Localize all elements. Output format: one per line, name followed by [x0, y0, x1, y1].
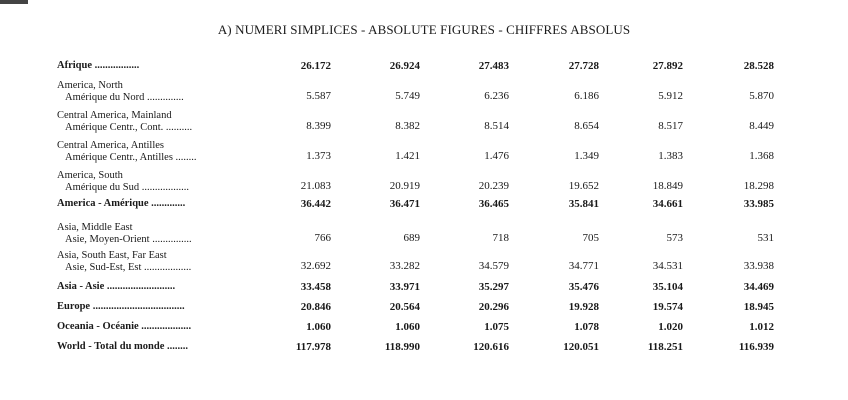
cell-value: 689 — [403, 232, 420, 244]
cell-value: 8.517 — [658, 120, 683, 132]
cell-value: 36.471 — [389, 198, 420, 210]
cell-value: 1.078 — [574, 321, 599, 333]
cell-value: 18.945 — [743, 301, 774, 313]
row-label-line1: Central America, Mainland — [57, 110, 172, 121]
cell-value: 1.075 — [484, 321, 509, 333]
row-label — [57, 140, 237, 164]
cell-value: 34.531 — [652, 260, 683, 272]
cell-value: 1.383 — [658, 150, 683, 162]
row-label — [57, 301, 237, 313]
cell-value: 117.978 — [295, 341, 331, 353]
cell-value: 1.373 — [306, 150, 331, 162]
cell-value: 1.421 — [395, 150, 420, 162]
row-label — [57, 250, 237, 274]
row-label — [57, 80, 237, 104]
row-label-line1: Oceania - Océanie ................... — [57, 321, 192, 332]
cell-value: 1.060 — [395, 321, 420, 333]
row-label-line2: Amérique du Nord .............. — [65, 92, 184, 103]
cell-value: 1.349 — [574, 150, 599, 162]
cell-value: 20.564 — [389, 301, 420, 313]
row-label — [57, 341, 237, 353]
cell-value: 35.297 — [478, 281, 509, 293]
cell-value: 531 — [757, 232, 774, 244]
row-label — [57, 222, 237, 246]
cell-value: 34.579 — [478, 260, 509, 272]
cell-value: 118.990 — [384, 341, 420, 353]
row-label — [57, 281, 237, 293]
cell-value: 33.458 — [300, 281, 331, 293]
cell-value: 33.938 — [743, 260, 774, 272]
row-label-line1: Afrique ................. — [57, 60, 140, 71]
cell-value: 118.251 — [647, 341, 683, 353]
cell-value: 27.892 — [652, 60, 683, 72]
cell-value: 20.846 — [300, 301, 331, 313]
table-title: A) NUMERI SIMPLICES - ABSOLUTE FIGURES - CHIFFRES ABSOLUS — [217, 22, 631, 37]
row-label-line1: Asia - Asie .......................... — [57, 281, 176, 292]
row-label-line2: Amérique Centr., Cont. .......... — [65, 122, 193, 133]
cell-value: 6.236 — [484, 90, 509, 102]
cell-value: 1.476 — [484, 150, 509, 162]
row-label — [57, 170, 237, 194]
row-label — [57, 198, 237, 210]
cell-value: 1.368 — [749, 150, 774, 162]
cell-value: 33.282 — [389, 260, 420, 272]
cell-value: 26.924 — [389, 60, 420, 72]
cell-value: 18.298 — [743, 180, 774, 192]
cell-value: 32.692 — [300, 260, 331, 272]
cell-value: 5.587 — [306, 90, 331, 102]
row-label-line2: Amérique Centr., Antilles ........ — [65, 152, 197, 163]
cell-value: 36.442 — [300, 198, 331, 210]
cell-value: 8.514 — [484, 120, 509, 132]
cell-value: 120.616 — [473, 341, 509, 353]
cell-value: 27.728 — [568, 60, 599, 72]
row-label — [57, 321, 237, 333]
cell-value: 35.476 — [568, 281, 599, 293]
cell-value: 35.841 — [568, 198, 599, 210]
row-label-line1: World - Total du monde ........ — [57, 341, 188, 352]
cell-value: 33.985 — [743, 198, 774, 210]
cell-value: 120.051 — [563, 341, 599, 353]
cell-value: 26.172 — [300, 60, 331, 72]
cell-value: 5.870 — [749, 90, 774, 102]
row-label-line2: Amérique du Sud .................. — [65, 182, 189, 193]
cell-value: 6.186 — [574, 90, 599, 102]
cell-value: 1.020 — [658, 321, 683, 333]
cell-value: 19.652 — [568, 180, 599, 192]
row-label — [57, 60, 237, 72]
cell-value: 718 — [492, 232, 509, 244]
cell-value: 36.465 — [478, 198, 509, 210]
cell-value: 19.928 — [568, 301, 599, 313]
cell-value: 28.528 — [743, 60, 774, 72]
row-label-line2: Asie, Sud-Est, Est .................. — [65, 262, 192, 273]
cell-value: 19.574 — [652, 301, 683, 313]
scan-corner-mark — [0, 0, 28, 4]
cell-value: 34.661 — [652, 198, 683, 210]
cell-value: 33.971 — [389, 281, 420, 293]
cell-value: 5.912 — [658, 90, 683, 102]
cell-value: 8.382 — [395, 120, 420, 132]
cell-value: 35.104 — [652, 281, 683, 293]
cell-value: 18.849 — [652, 180, 683, 192]
cell-value: 20.239 — [478, 180, 509, 192]
row-label-line1: America, North — [57, 80, 123, 91]
cell-value: 8.399 — [306, 120, 331, 132]
cell-value: 34.771 — [568, 260, 599, 272]
row-label-line2: Asie, Moyen-Orient ............... — [65, 234, 192, 245]
row-label-line1: America, South — [57, 170, 123, 181]
cell-value: 1.060 — [306, 321, 331, 333]
cell-value: 705 — [582, 232, 599, 244]
cell-value: 21.083 — [300, 180, 331, 192]
row-label-line1: Asia, South East, Far East — [57, 250, 167, 261]
row-label-line1: America - Amérique ............. — [57, 198, 186, 209]
cell-value: 8.654 — [574, 120, 599, 132]
cell-value: 766 — [314, 232, 331, 244]
cell-value: 20.919 — [389, 180, 420, 192]
cell-value: 27.483 — [478, 60, 509, 72]
cell-value: 116.939 — [738, 341, 774, 353]
cell-value: 34.469 — [743, 281, 774, 293]
row-label-line1: Europe ................................... — [57, 301, 185, 312]
row-label — [57, 110, 237, 134]
cell-value: 5.749 — [395, 90, 420, 102]
cell-value: 1.012 — [749, 321, 774, 333]
cell-value: 8.449 — [749, 120, 774, 132]
cell-value: 573 — [666, 232, 683, 244]
row-label-line1: Central America, Antilles — [57, 140, 165, 151]
cell-value: 20.296 — [478, 301, 509, 313]
row-label-line1: Asia, Middle East — [57, 222, 133, 233]
